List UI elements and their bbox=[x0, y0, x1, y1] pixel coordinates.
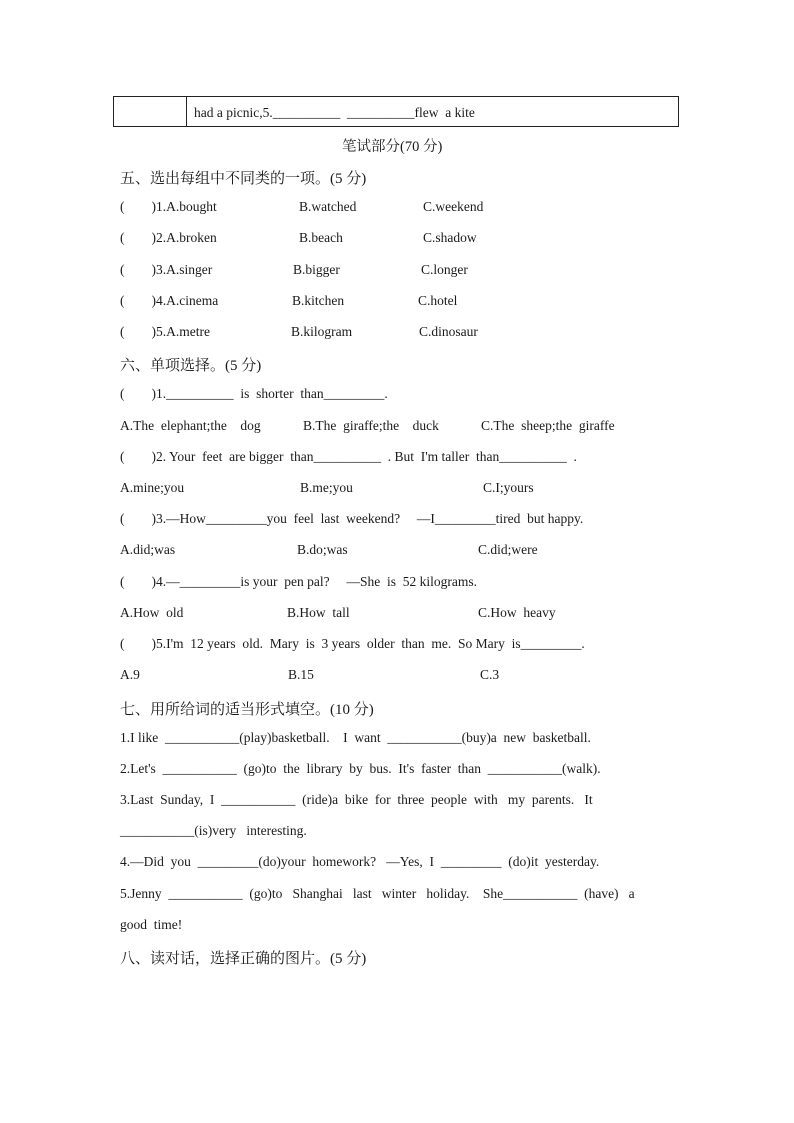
s6-q2-option-c: C.I;yours bbox=[483, 480, 534, 495]
s7-line1: 1.I like ___________(play)basketball. I want ___________(buy)a new basketball. bbox=[120, 730, 591, 745]
s6-q3-option-c: C.did;were bbox=[478, 542, 538, 557]
s7-line7: good time! bbox=[120, 917, 183, 932]
s5-item2-b: B.beach bbox=[299, 230, 343, 245]
s6-q1-option-a: A.The elephant;the dog bbox=[120, 418, 261, 433]
s6-q1: ( )1.__________ is shorter than_________. bbox=[120, 386, 388, 401]
s5-item5-b: B.kilogram bbox=[291, 324, 353, 339]
s5-item4-c: C.hotel bbox=[418, 293, 458, 308]
s6-q5: ( )5.I'm 12 years old. Mary is 3 years older than me. So Mary is_________. bbox=[120, 636, 585, 651]
table-divider bbox=[186, 97, 187, 126]
section6-heading: 六、单项选择。(5 分) bbox=[120, 358, 262, 374]
s6-q3: ( )3.—How_________you feel last weekend? —I_________tired but happy. bbox=[120, 511, 584, 526]
written-part-title: 笔试部分(70 分) bbox=[342, 139, 443, 155]
s5-item3-c: C.longer bbox=[421, 262, 468, 277]
s6-q4-option-c: C.How heavy bbox=[478, 605, 556, 620]
s5-item4-prefix: ( )4.A.cinema bbox=[120, 293, 219, 308]
s5-item1-b: B.watched bbox=[299, 199, 357, 214]
s5-item5-prefix: ( )5.A.metre bbox=[120, 324, 210, 339]
s6-q2: ( )2. Your feet are bigger than__________ . But I'm taller than__________ . bbox=[120, 449, 577, 464]
s6-q4-option-b: B.How tall bbox=[287, 605, 350, 620]
s5-item5-c: C.dinosaur bbox=[419, 324, 478, 339]
s7-line6: 5.Jenny ___________ (go)to Shanghai last winter holiday. She___________ (have) a bbox=[120, 886, 635, 901]
table-row-text: had a picnic,5.__________ __________flew a kite bbox=[194, 105, 475, 120]
s6-q3-option-a: A.did;was bbox=[120, 542, 176, 557]
s7-line5: 4.—Did you _________(do)your homework? —Yes, I _________ (do)it yesterday. bbox=[120, 854, 600, 869]
section8-heading: 八、读对话，选择正确的图片。(5 分) bbox=[120, 951, 367, 967]
s6-q3-option-b: B.do;was bbox=[297, 542, 348, 557]
s6-q1-option-c: C.The sheep;the giraffe bbox=[481, 418, 615, 433]
s6-q1-option-b: B.The giraffe;the duck bbox=[303, 418, 439, 433]
s5-item4-b: B.kitchen bbox=[292, 293, 345, 308]
s5-item1-prefix: ( )1.A.bought bbox=[120, 199, 217, 214]
s5-item3-b: B.bigger bbox=[293, 262, 340, 277]
s6-q5-option-a: A.9 bbox=[120, 667, 140, 682]
s7-line2: 2.Let's ___________ (go)to the library by bus. It's faster than ___________(walk). bbox=[120, 761, 601, 776]
s5-item2-c: C.shadow bbox=[423, 230, 477, 245]
s5-item2-prefix: ( )2.A.broken bbox=[120, 230, 217, 245]
section7-heading: 七、用所给词的适当形式填空。(10 分) bbox=[120, 702, 374, 718]
s6-q4: ( )4.—_________is your pen pal? —She is 52 kilograms. bbox=[120, 574, 477, 589]
answer-table-row bbox=[113, 96, 679, 127]
s7-line3: 3.Last Sunday, I ___________ (ride)a bike for three people with my parents. It bbox=[120, 792, 593, 807]
s6-q2-option-b: B.me;you bbox=[300, 480, 353, 495]
s5-item3-prefix: ( )3.A.singer bbox=[120, 262, 213, 277]
s6-q5-option-c: C.3 bbox=[480, 667, 500, 682]
s7-line4: ___________(is)very interesting. bbox=[120, 823, 307, 838]
s5-item1-c: C.weekend bbox=[423, 199, 484, 214]
s6-q2-option-a: A.mine;you bbox=[120, 480, 185, 495]
section5-heading: 五、选出每组中不同类的一项。(5 分) bbox=[120, 171, 367, 187]
s6-q5-option-b: B.15 bbox=[288, 667, 314, 682]
s6-q4-option-a: A.How old bbox=[120, 605, 184, 620]
